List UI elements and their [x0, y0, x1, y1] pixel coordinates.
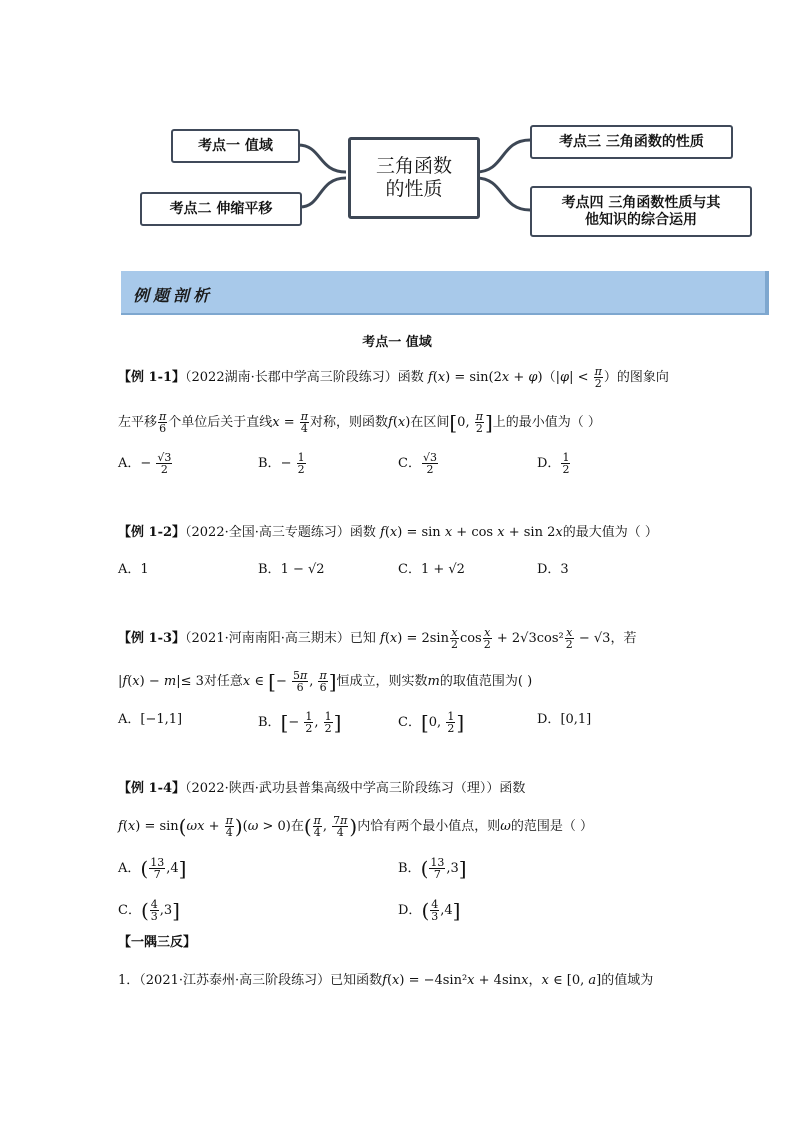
ex12-b-label: B． [258, 562, 281, 577]
ex12-tag: 【例 1-2】 [118, 525, 186, 540]
ex13-option-b[interactable]: B．[− $\frac{1}{2}$ , $\frac{1}{2}$ ] [258, 710, 342, 735]
ex11-option-d[interactable]: D． $\frac{1}{2}$ [537, 451, 570, 476]
ex14-b-label: B． [398, 861, 421, 876]
ex14-source: （2022·陕西·武功县普集高级中学高三阶段练习（理））函数 [185, 781, 526, 796]
ex11-option-b[interactable]: B．− $\frac{1}{2}$ [258, 451, 305, 476]
ex12-stem-end: 的最大值为（ ） [562, 525, 658, 540]
ex12-source: （2022·全国·高三专题练习）函数 [185, 525, 376, 540]
ex13-option-d[interactable]: D．[0,1] [537, 712, 592, 727]
ex11-source: （2022湖南·长郡中学高三阶段练习）函数 [185, 370, 424, 385]
ex12-line1: 【例 1-2】（2022·全国·高三专题练习）函数 f(x) = sin x + cos x + sin 2x的最大值为（ ） [118, 525, 658, 540]
ex11-tag: 【例 1-1】 [118, 370, 186, 385]
mindmap-node-topic-3: 考点三 三角函数的性质 [530, 125, 733, 159]
mindmap-center-text: 三角函数 的性质 [375, 155, 452, 200]
ex13-a-label: A． [118, 712, 141, 727]
ex12-option-d[interactable]: D．3 [537, 562, 569, 577]
ex14-stem2c: 的范围是（ ） [510, 819, 593, 834]
section-heading: 考点一 值域 [362, 335, 432, 350]
ex14-d-label: D． [398, 903, 422, 918]
ex11-stem1a: 的图象向 [616, 370, 669, 385]
ex13-option-a[interactable]: A．[−1,1] [118, 712, 183, 727]
ex11-stem2c: 对称，则函数 [310, 415, 389, 430]
ex13-stem2c: 的取值范围为( ) [439, 674, 533, 689]
ex14-option-c[interactable]: C．( $\frac{4}{3}$ ,3] [118, 898, 180, 923]
ex13-line1: 【例 1-3】（2021·河南南阳·高三期末）已知 f(x) = 2sin $\frac{x}{2}$ cos $\frac{x}{2}$ + 2√3cos² $\frac{x}{2}$ − √3，若 [118, 626, 637, 651]
ex11-stem2a: 左平移 [118, 415, 158, 430]
ex13-stem2b: 恒成立，则实数 [336, 674, 428, 689]
ex11-stem2d: 在区间 [410, 415, 450, 430]
ex13-c-label: C． [398, 715, 421, 730]
mindmap-node-topic-2: 考点二 伸缩平移 [140, 192, 302, 226]
practice-q1-text: 1．（2021·江苏泰州·高三阶段练习）已知函数 [118, 973, 383, 988]
ex14-option-b[interactable]: B．( $\frac{13}{7}$ ,3] [398, 856, 467, 881]
practice-q1-end: 的值域为 [601, 973, 654, 988]
ex14-stem2b: 内恰有两个最小值点，则 [357, 819, 501, 834]
ex12-option-c[interactable]: C．1 + √2 [398, 562, 465, 577]
ex14-line1 [118, 780, 525, 798]
ex14-tag: 【例 1-4】 [118, 781, 186, 796]
ex13-b-label: B． [258, 715, 281, 730]
ex12-option-b[interactable]: B．1 − √2 [258, 562, 325, 577]
ex11-line2: 左平移 $\frac{\pi}{6}$ 个单位后关于直线x = $\frac{\pi}{4}$ 对称，则函数f(x)在区间[0, $\frac{\pi}{2}$ ]上的最小值为（ ） [118, 410, 601, 435]
ex13-tag: 【例 1-3】 [118, 631, 186, 646]
mindmap-center [348, 137, 480, 219]
ex13-option-c[interactable]: C．[0, $\frac{1}{2}$ ] [398, 710, 465, 735]
practice-q1-sep: ， [528, 973, 542, 988]
ex11-c-label: C． [398, 456, 421, 471]
ex13-stem2a: 对任意 [203, 674, 243, 689]
ex13-stem1-end: ，若 [610, 631, 637, 646]
ex12-option-a[interactable]: A．1 [118, 562, 149, 577]
ex14-line2: f(x) = sin(ωx + $\frac{\pi}{4}$ )(ω > 0)在( $\frac{\pi}{4}$ , $\frac{7\pi}{4}$ )内恰有两个最小值点，则ω的范围是（ ） [118, 814, 593, 839]
ex13-d-label: D． [537, 712, 561, 727]
ex11-stem2e: 上的最小值为（ ） [492, 415, 601, 430]
mindmap-node-topic-4 [530, 186, 752, 237]
ex11-d-label: D． [537, 456, 561, 471]
ex11-stem2b: 个单位后关于直线 [168, 415, 273, 430]
practice-tag: 【一隅三反】 [118, 935, 197, 950]
section-banner [121, 271, 769, 315]
mindmap-node-topic-1: 考点一 值域 [171, 129, 300, 163]
ex14-stem2a: 在 [290, 819, 304, 834]
ex13-source: （2021·河南南阳·高三期末）已知 [185, 631, 376, 646]
practice-q1: 1．（2021·江苏泰州·高三阶段练习）已知函数f(x) = −4sin²x + 4sinx，x ∈ [0, a]的值域为 [118, 973, 654, 988]
ex12-c-label: C． [398, 562, 421, 577]
ex14-option-d[interactable]: D．( $\frac{4}{3}$ ,4] [398, 898, 461, 923]
ex14-option-a[interactable]: A．( $\frac{13}{7}$ ,4] [118, 856, 187, 881]
ex11-option-c[interactable]: C． $\frac{√3}{2}$ [398, 451, 437, 476]
ex11-b-label: B． [258, 456, 281, 471]
ex11-line1: 【例 1-1】（2022湖南·长郡中学高三阶段练习）函数 f(x) = sin(2x + φ)（|φ| < $\frac{\pi}{2}$ ）的图象向 [118, 365, 669, 390]
ex14-a-label: A． [118, 861, 141, 876]
ex14-c-label: C． [118, 903, 141, 918]
ex11-a-label: A． [118, 456, 141, 471]
ex13-line2: |f(x) − m|≤ 3对任意x ∈ [− $\frac{5\pi}{6}$ , $\frac{\pi}{6}$ ]恒成立，则实数m的取值范围为( ) [118, 669, 533, 694]
banner-title: 例题剖析 [133, 286, 214, 305]
mindmap-node-topic-4-text: 考点四 三角函数性质与其 他知识的综合运用 [561, 194, 721, 228]
ex11-option-a[interactable]: A．− $\frac{√3}{2}$ [118, 451, 172, 476]
